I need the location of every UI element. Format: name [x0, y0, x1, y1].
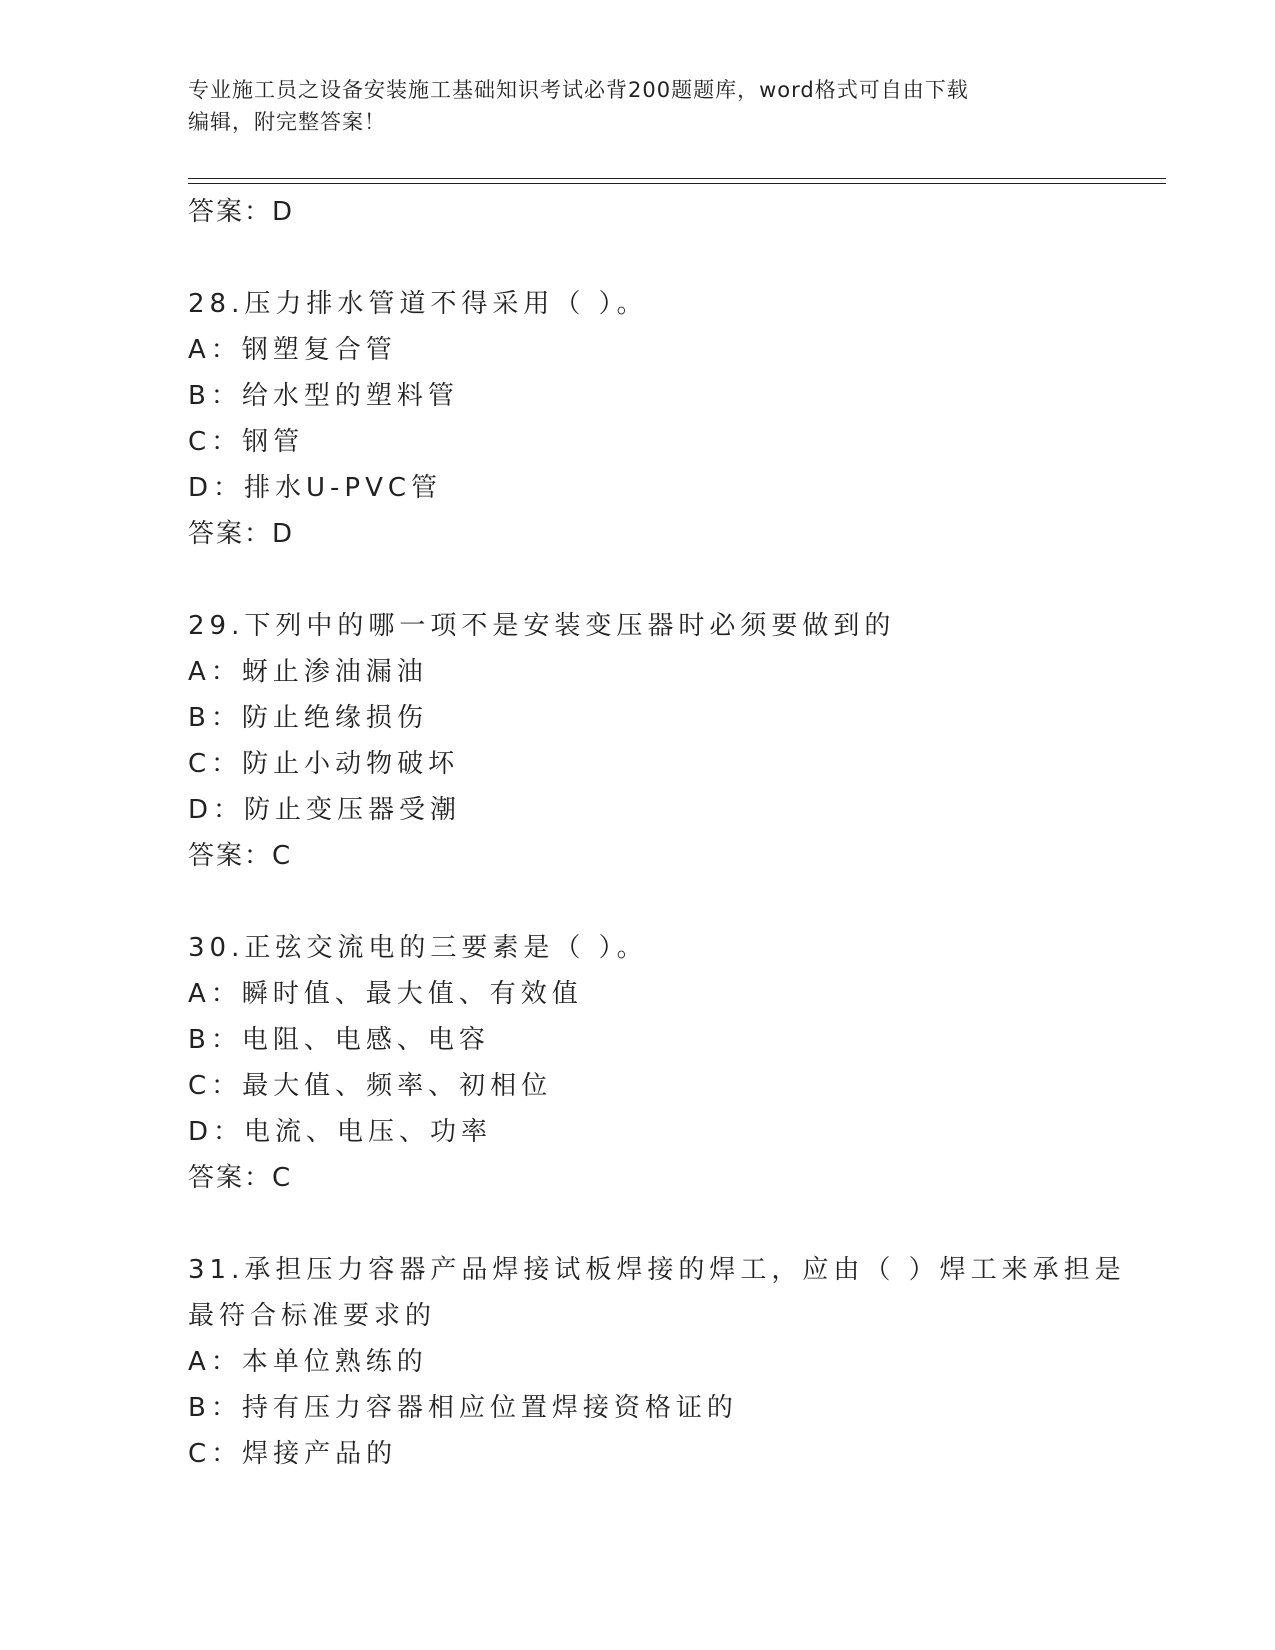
header-divider-bottom: [188, 183, 1166, 184]
question-stem: 30.正弦交流电的三要素是（ ）。: [188, 933, 648, 963]
question-block: [188, 1247, 1148, 1477]
option-a: A：本单位熟练的: [188, 1347, 428, 1377]
answer-line: 答案：C: [188, 841, 293, 871]
header-line-1: 专业施工员之设备安装施工基础知识考试必背200题题库，word格式可自由下载: [188, 78, 969, 102]
header-divider-top: [188, 178, 1166, 179]
option-a: A：蚜止渗油漏油: [188, 657, 428, 687]
option-b: B：电阻、电感、电容: [188, 1025, 490, 1055]
header-line-2: 编辑，附完整答案！: [188, 110, 386, 134]
document-body: [188, 189, 1148, 1477]
option-b: B：给水型的塑料管: [188, 381, 459, 411]
question-stem: 31.承担压力容器产品焊接试板焊接的焊工，应由（ ）焊工来承担是: [188, 1255, 1126, 1285]
question-stem-continued: 最符合标准要求的: [188, 1301, 437, 1331]
question-stem: 28.压力排水管道不得采用（ ）。: [188, 289, 648, 319]
document-header: [188, 74, 1068, 138]
option-d: D：防止变压器受潮: [188, 795, 462, 825]
answer-line: 答案：D: [188, 197, 295, 227]
option-c: C：最大值、频率、初相位: [188, 1071, 553, 1101]
option-d: D：电流、电压、功率: [188, 1117, 493, 1147]
answer-line: 答案：D: [188, 519, 295, 549]
option-b: B：防止绝缘损伤: [188, 703, 428, 733]
answer-line: 答案：C: [188, 1163, 293, 1193]
question-block: [188, 603, 1148, 879]
option-c: C：钢管: [188, 427, 305, 457]
option-b: B：持有压力容器相应位置焊接资格证的: [188, 1393, 738, 1423]
option-c: C：焊接产品的: [188, 1439, 398, 1469]
question-block: [188, 925, 1148, 1201]
option-a: A：钢塑复合管: [188, 335, 397, 365]
option-c: C：防止小动物破坏: [188, 749, 460, 779]
question-stem: 29.下列中的哪一项不是安装变压器时必须要做到的: [188, 611, 896, 641]
option-d: D：排水U-PVC管: [188, 473, 443, 503]
option-a: A：瞬时值、最大值、有效值: [188, 979, 583, 1009]
question-block: [188, 281, 1148, 557]
